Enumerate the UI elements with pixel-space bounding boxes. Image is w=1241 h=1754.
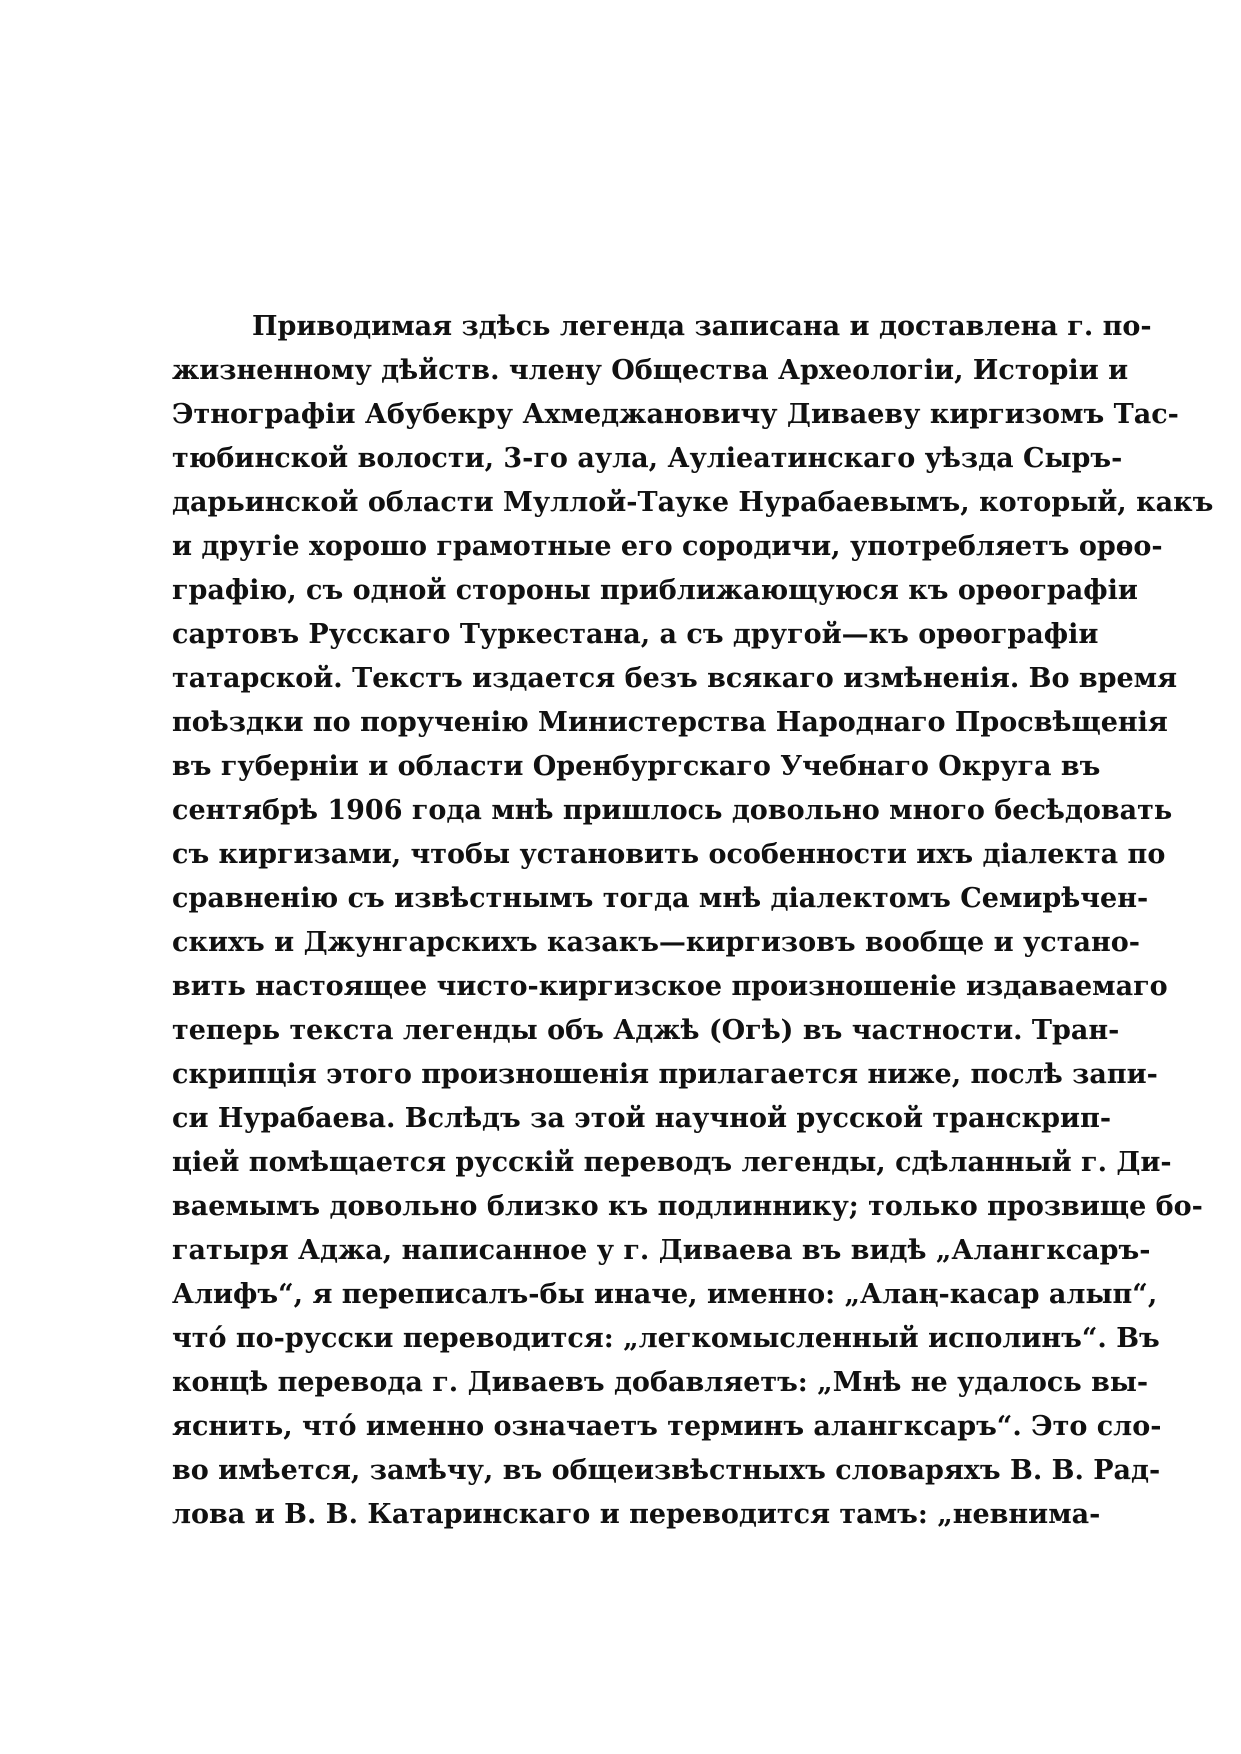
text-line: ваемымъ довольно близко къ подлиннику; только прозвище бо- (172, 1191, 1203, 1222)
text-line: скрипція этого произношенія прилагается ниже, послѣ запи- (172, 1059, 1158, 1090)
text-line: лова и В. В. Катаринскаго и переводится тамъ: „невнима- (172, 1499, 1101, 1530)
text-line: графію, съ одной стороны приближающуюся къ орѳографіи (172, 575, 1138, 606)
text-line: теперь текста легенды объ Аджѣ (Огѣ) въ частности. Тран- (172, 1015, 1120, 1046)
text-line: Алифъ“, я переписалъ-бы иначе, именно: „Алаң-касар алып“, (172, 1279, 1158, 1310)
text-line: съ киргизами, чтобы установить особенности ихъ діалекта по (172, 839, 1166, 870)
text-line: гатыря Аджа, написанное у г. Диваева въ видѣ „Алангксаръ- (172, 1235, 1151, 1266)
text-line: яснить, чтó именно означаетъ терминъ алангксаръ“. Это сло- (172, 1411, 1162, 1442)
text-line: сартовъ Русскаго Туркестана, а съ другой—къ орѳографіи (172, 619, 1099, 650)
text-line: Этнографіи Абубекру Ахмеджановичу Диваеву киргизомъ Тас- (172, 399, 1179, 430)
text-line: си Нурабаева. Вслѣдъ за этой научной русской транскрип- (172, 1103, 1112, 1134)
body-paragraph (172, 305, 1214, 1537)
text-line: скихъ и Джунгарскихъ казакъ—киргизовъ вообще и устано- (172, 927, 1140, 958)
text-line: и другіе хорошо грамотные его сородичи, употребляетъ орѳо- (172, 531, 1163, 562)
text-line: дарьинской области Муллой-Тауке Нурабаевымъ, который, какъ (172, 487, 1214, 518)
text-line: тюбинской волости, 3-го аула, Ауліеатинскаго уѣзда Сыръ- (172, 443, 1123, 474)
text-line: Приводимая здѣсь легенда записана и доставлена г. по- (252, 311, 1152, 342)
text-line: чтó по-русски переводится: „легкомысленный исполинъ“. Въ (172, 1323, 1160, 1354)
text-line: во имѣется, замѣчу, въ общеизвѣстныхъ словаряхъ В. В. Рад- (172, 1455, 1161, 1486)
text-line: вить настоящее чисто-киргизское произношеніе издаваемаго (172, 971, 1168, 1002)
text-line: татарской. Текстъ издается безъ всякаго измѣненія. Во время (172, 663, 1178, 694)
text-line: жизненному дѣйств. члену Общества Археологіи, Исторіи и (172, 355, 1129, 386)
text-line: сентябрѣ 1906 года мнѣ пришлось довольно много бесѣдовать (172, 795, 1173, 826)
text-line: въ губерніи и области Оренбургскаго Учебнаго Округа въ (172, 751, 1101, 782)
text-line: поѣздки по порученію Министерства Народнаго Просвѣщенія (172, 707, 1168, 738)
text-line: сравненію съ извѣстнымъ тогда мнѣ діалектомъ Семирѣчен- (172, 883, 1149, 914)
text-line: ціей помѣщается русскій переводъ легенды, сдѣланный г. Ди- (172, 1147, 1172, 1178)
text-line: концѣ перевода г. Диваевъ добавляетъ: „Мнѣ не удалось вы- (172, 1367, 1149, 1398)
